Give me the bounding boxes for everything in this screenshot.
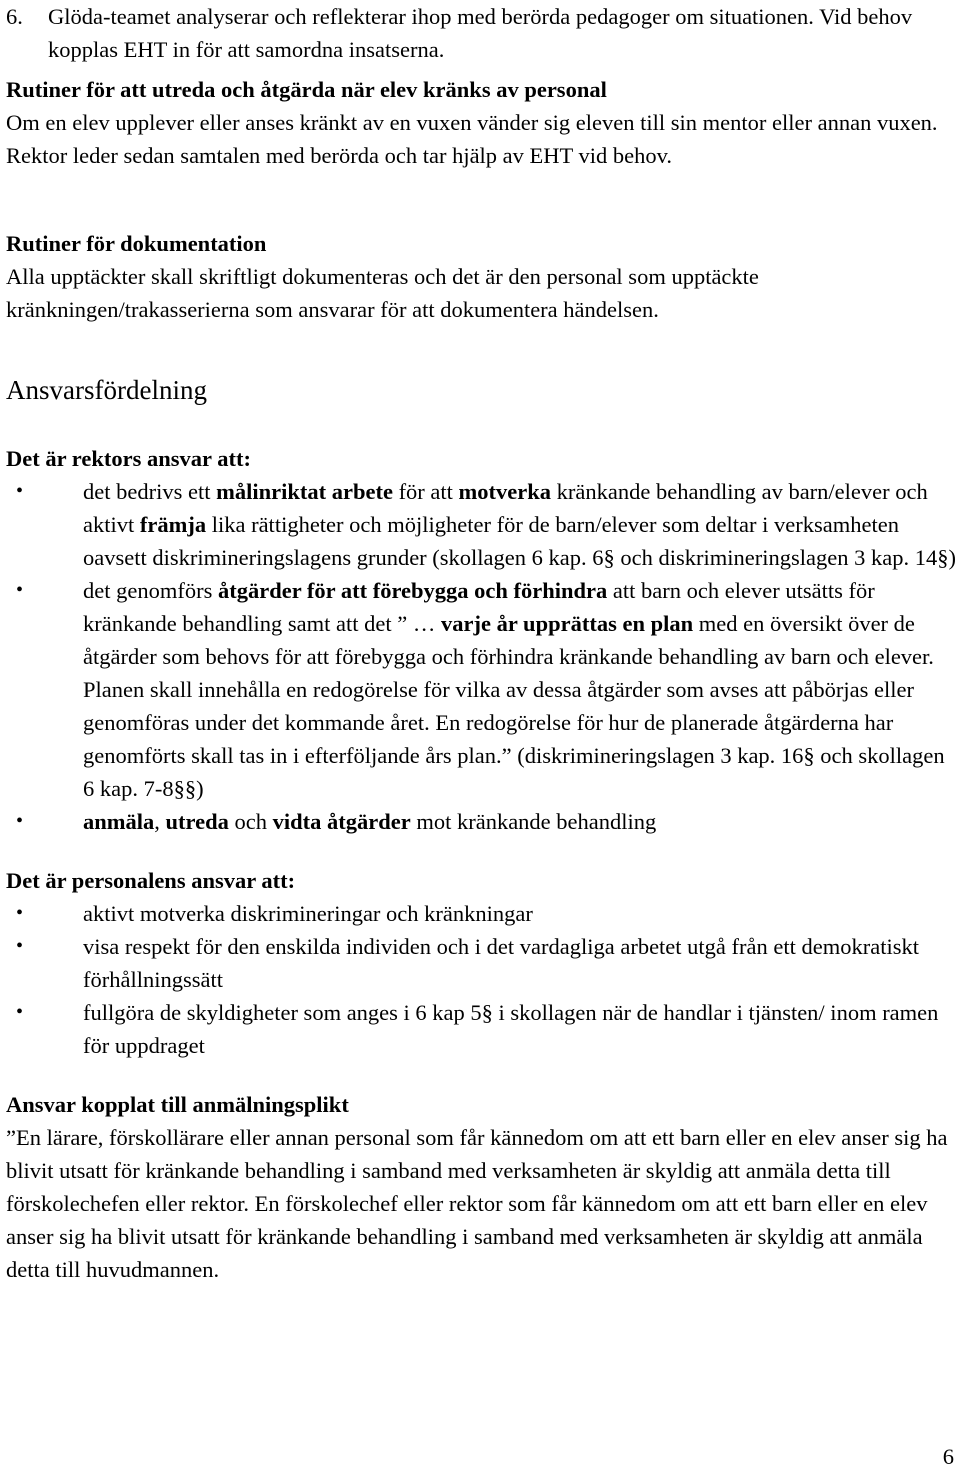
- paragraph: Om en elev upplever eller anses kränkt av en vuxen vänder sig eleven till sin mentor eller annan vuxen. Rektor leder sedan samtalen med berörda och tar hjälp av EHT vid behov.: [6, 110, 938, 168]
- list-number: 6.: [6, 4, 23, 29]
- emphasis: främja: [139, 512, 207, 537]
- section-ansvarsfordelning: [6, 372, 956, 1062]
- bullet-icon: •: [16, 902, 24, 924]
- subsection-heading: Det är personalens ansvar att:: [6, 868, 296, 893]
- emphasis: åtgärder för att förebygga och förhindra: [217, 578, 608, 603]
- paragraph: ”En lärare, förskollärare eller annan personal som får kännedom om att ett barn eller en elev anser sig ha blivit utsatt för kränkande behandling i samband med verksamheten är skyldig att anmäla detta till förskolechefen eller rektor. En förskolechef eller rektor som får kännedom om att ett barn eller en elev anser sig ha blivit utsatt för kränkande behandling i samband med verksamheten är skyldig att anmäla detta till huvudmannen.: [6, 1125, 948, 1282]
- list-item: [6, 930, 956, 996]
- list-item-text: visa respekt för den enskilda individen och i det vardagliga arbetet utgå från ett demokratiskt förhållningssätt: [83, 934, 919, 992]
- bullet-icon: •: [16, 810, 24, 832]
- text-run: det bedrivs ett: [83, 479, 217, 504]
- text-run: och: [228, 809, 273, 834]
- text-run: ,: [154, 809, 166, 834]
- paragraph: Alla upptäckter skall skriftligt dokumenteras och det är den personal som upptäckte kränkningen/trakasserierna som ansvarar för att dokumentera händelsen.: [6, 264, 759, 322]
- emphasis: utreda: [165, 809, 229, 834]
- page-number: 6: [942, 1444, 954, 1469]
- text-run: med en översikt över de åtgärder som behovs för att förebygga och förhindra kränkande behandling av barn och elever. Planen skall innehålla en redogörelse för vilka av dessa åtgärder som avses att påbörjas eller genomföras under det kommande året. En redogörelse för hur de planerade åtgärderna har genomförts skall tas in i efterföljande års plan.” (diskrimineringslagen 3 kap. 16§ och skollagen 6 kap. 7-8§§): [83, 611, 945, 801]
- text-run: att barn och elever utsätts för kränkande behandling samt att det ” …: [83, 578, 875, 636]
- bullet-icon: •: [16, 579, 24, 601]
- emphasis: målinriktat arbete: [216, 479, 393, 504]
- section-rutiner-personal: [6, 73, 956, 172]
- section-heading: Rutiner för att utreda och åtgärda när elev kränks av personal: [6, 77, 607, 102]
- section-heading: Rutiner för dokumentation: [6, 231, 267, 256]
- bullet-icon: •: [16, 935, 24, 957]
- list-item: [6, 475, 956, 574]
- text-run: för att: [392, 479, 459, 504]
- emphasis: motverka: [458, 479, 552, 504]
- subsection-heading: Det är rektors ansvar att:: [6, 446, 251, 471]
- emphasis: varje år upprättas en plan: [441, 611, 694, 636]
- list-item: [6, 805, 956, 838]
- text-run: det genomförs: [83, 578, 218, 603]
- section-heading: Ansvar kopplat till anmälningsplikt: [6, 1092, 349, 1117]
- bullet-icon: •: [16, 1001, 24, 1023]
- emphasis: anmäla: [83, 809, 155, 834]
- emphasis: vidta åtgärder: [272, 809, 411, 834]
- section-title: Ansvarsfördelning: [6, 375, 207, 405]
- document-page: [6, 0, 956, 1286]
- list-item-text: Glöda-teamet analyserar och reflekterar ihop med berörda pedagoger om situationen. Vid behov kopplas EHT in för att samordna insatserna.: [48, 4, 913, 62]
- list-item: [6, 897, 956, 930]
- text-run: kränkande behandling av barn/elever och aktivt: [83, 479, 928, 537]
- list-item-6: [6, 0, 956, 66]
- list-item: [6, 574, 956, 805]
- personal-responsibility-list: [6, 897, 956, 1062]
- text-run: lika rättigheter och möjligheter för de barn/elever som deltar i verksamheten oavsett diskrimineringslagens grunder (skollagen 6 kap. 6§ och diskrimineringslagen 3 kap. 14§): [83, 512, 956, 570]
- list-item-text: fullgöra de skyldigheter som anges i 6 kap 5§ i skollagen när de handlar i tjänsten/ inom ramen för uppdraget: [83, 1000, 939, 1058]
- bullet-icon: •: [16, 480, 24, 502]
- list-item-text: aktivt motverka diskrimineringar och kränkningar: [83, 901, 533, 926]
- section-anmalningsplikt: [6, 1088, 956, 1286]
- section-rutiner-dokumentation: [6, 227, 956, 326]
- rektor-responsibility-list: [6, 475, 956, 838]
- list-item: [6, 996, 956, 1062]
- text-run: mot kränkande behandling: [410, 809, 657, 834]
